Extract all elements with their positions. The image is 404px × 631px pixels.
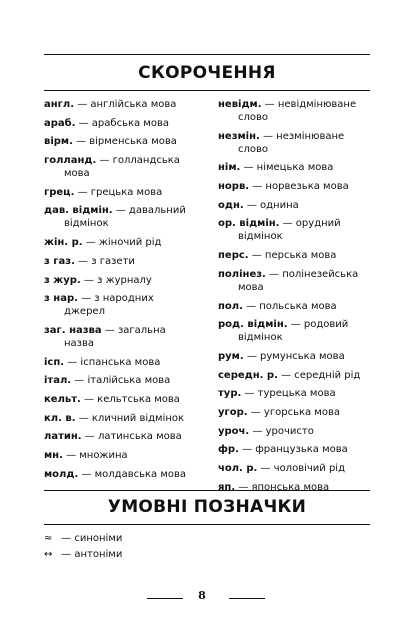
abbreviation-entry bbox=[218, 268, 376, 294]
abbreviation-definition: — орудний bbox=[279, 218, 341, 230]
abbreviation-entry bbox=[44, 117, 204, 130]
abbreviation-entry bbox=[218, 387, 376, 400]
abbreviation-entry bbox=[218, 249, 376, 262]
abbreviation-term: яп. bbox=[218, 481, 236, 493]
abbreviation-definition: — множина bbox=[62, 450, 128, 461]
top-rule-lower bbox=[44, 90, 370, 91]
abbreviation-definition: — з народних bbox=[77, 293, 154, 305]
abbreviation-term: пол. bbox=[218, 300, 243, 312]
abbreviation-definition: — французька мова bbox=[238, 444, 348, 456]
abbreviation-term: род. відмін. bbox=[218, 319, 288, 331]
symbols-list bbox=[44, 532, 244, 564]
abbreviation-term: угор. bbox=[218, 406, 248, 418]
abbreviation-entry bbox=[44, 292, 204, 318]
abbreviation-term: одн. bbox=[218, 199, 244, 211]
abbreviation-definition: — чоловічий рід bbox=[257, 463, 345, 474]
abbreviation-entry bbox=[44, 274, 204, 287]
abbreviation-definition: — урочисто bbox=[249, 425, 314, 437]
abbreviation-definition-continuation: назва bbox=[64, 337, 95, 349]
abbreviation-term: з жур. bbox=[44, 274, 81, 286]
abbreviation-term: норв. bbox=[218, 181, 250, 193]
abbreviation-definition: — з газети bbox=[74, 255, 135, 267]
abbreviation-entry bbox=[218, 443, 376, 456]
abbreviation-term: грец. bbox=[44, 186, 75, 198]
abbreviation-definition: — грецька мова bbox=[74, 186, 163, 198]
symbols-title: УМОВНІ ПОЗНАЧКИ bbox=[107, 497, 307, 517]
abbreviation-definition-continuation: мова bbox=[238, 281, 264, 293]
abbreviation-entry bbox=[218, 130, 376, 156]
abbreviation-definition: — давальний bbox=[112, 205, 186, 217]
abbreviation-entry bbox=[44, 374, 204, 387]
abbreviations-left-column bbox=[44, 98, 204, 486]
abbreviation-definition: — угорська мова bbox=[247, 406, 340, 418]
abbreviation-entry bbox=[44, 324, 204, 350]
abbreviation-entry bbox=[218, 98, 376, 124]
abbreviation-definition: — норвезька мова bbox=[249, 181, 349, 193]
abbreviation-definition: — іспанська мова bbox=[64, 356, 161, 368]
symbols-rule-top bbox=[44, 490, 370, 491]
abbreviation-entry bbox=[218, 406, 376, 419]
symbol-entry bbox=[44, 532, 244, 545]
abbreviation-term: ор. відмін. bbox=[218, 218, 280, 230]
footer-dash-left bbox=[147, 598, 183, 599]
abbreviation-definition-continuation: слово bbox=[238, 112, 269, 123]
abbreviation-entry bbox=[44, 412, 204, 425]
abbreviation-term: тур. bbox=[218, 388, 242, 400]
abbreviation-definition-continuation: джерел bbox=[64, 306, 105, 318]
abbreviation-definition: — однина bbox=[243, 199, 299, 211]
abbreviation-entry bbox=[44, 430, 204, 443]
abbreviation-term: полінез. bbox=[218, 268, 266, 280]
abbreviation-definition: — англійська мова bbox=[74, 99, 177, 110]
abbreviation-entry bbox=[218, 300, 376, 313]
abbreviation-definition: — молдавська мова bbox=[78, 468, 187, 480]
abbreviation-definition: — незмінюване bbox=[259, 130, 345, 142]
abbreviation-entry bbox=[218, 318, 376, 344]
abbreviation-entry bbox=[44, 154, 204, 180]
abbreviation-term: заг. назва bbox=[44, 324, 102, 336]
abbreviation-definition-continuation: відмінок bbox=[64, 218, 109, 230]
abbreviation-definition: — турецька мова bbox=[241, 388, 336, 400]
abbreviation-definition: — полінезейська bbox=[265, 268, 359, 280]
abbreviation-entry bbox=[44, 468, 204, 481]
abbreviation-term: вірм. bbox=[44, 136, 73, 148]
abbreviation-entry bbox=[44, 236, 204, 249]
symbol-definition: — синоніми bbox=[58, 533, 123, 544]
abbreviation-term: невідм. bbox=[218, 99, 262, 110]
abbreviation-term: мн. bbox=[44, 450, 63, 461]
abbreviation-entry bbox=[44, 186, 204, 199]
abbreviation-entry bbox=[218, 462, 376, 475]
abbreviation-term: нім. bbox=[218, 162, 241, 174]
abbreviation-definition-continuation: мова bbox=[64, 168, 90, 180]
abbreviation-term: молд. bbox=[44, 468, 79, 480]
abbreviation-definition-continuation: слово bbox=[238, 143, 269, 155]
abbreviation-definition: — румунська мова bbox=[243, 350, 345, 362]
abbreviation-term: чол. р. bbox=[218, 463, 258, 474]
approx-equal-icon: ≈ bbox=[44, 533, 53, 544]
abbreviation-entry bbox=[218, 180, 376, 193]
abbreviation-definition: — кличний відмінок bbox=[75, 412, 185, 424]
double-arrow-icon: ↔ bbox=[44, 549, 53, 560]
abbreviation-term: рум. bbox=[218, 350, 244, 362]
page-number: 8 bbox=[198, 589, 206, 602]
abbreviation-definition: — німецька мова bbox=[240, 162, 334, 174]
abbreviation-term: кельт. bbox=[44, 393, 81, 405]
abbreviation-entry bbox=[218, 161, 376, 174]
abbreviation-definition: — загальна bbox=[101, 324, 166, 336]
abbreviation-term: італ. bbox=[44, 375, 72, 387]
symbols-rule-bottom bbox=[44, 524, 370, 525]
abbreviation-term: араб. bbox=[44, 117, 76, 129]
abbreviation-definition: — вірменська мова bbox=[72, 136, 177, 148]
abbreviation-term: з нар. bbox=[44, 293, 78, 305]
abbreviation-term: незмін. bbox=[218, 130, 260, 142]
abbreviation-term: фр. bbox=[218, 444, 239, 456]
abbreviation-term: з газ. bbox=[44, 255, 75, 267]
abbreviation-definition: — кельтська мова bbox=[80, 393, 180, 405]
abbreviation-entry bbox=[218, 199, 376, 212]
abbreviation-definition-continuation: відмінок bbox=[238, 231, 283, 243]
abbreviation-term: дав. відмін. bbox=[44, 205, 113, 217]
abbreviation-definition: — італійська мова bbox=[71, 375, 171, 387]
abbreviation-term: перс. bbox=[218, 250, 249, 262]
abbreviation-entry bbox=[44, 393, 204, 406]
abbreviation-term: англ. bbox=[44, 99, 75, 110]
abbreviation-term: ісп. bbox=[44, 356, 65, 368]
abbreviation-definition: — з журналу bbox=[80, 274, 152, 286]
abbreviation-definition: — жіночий рід bbox=[82, 237, 162, 249]
abbreviation-definition: — латинська мова bbox=[81, 431, 182, 443]
abbreviations-title: СКОРОЧЕННЯ bbox=[138, 63, 276, 83]
abbreviation-definition-continuation: відмінок bbox=[238, 332, 283, 344]
abbreviation-entry bbox=[44, 204, 204, 230]
abbreviation-definition: — невідмінюване bbox=[261, 99, 357, 110]
symbol-entry bbox=[44, 548, 244, 561]
abbreviation-entry bbox=[44, 135, 204, 148]
abbreviation-term: кл. в. bbox=[44, 412, 76, 424]
abbreviation-entry bbox=[218, 217, 376, 243]
abbreviation-entry bbox=[218, 425, 376, 438]
abbreviation-definition: — арабська мова bbox=[75, 117, 169, 129]
footer-dash-right bbox=[229, 598, 265, 599]
abbreviations-right-column bbox=[218, 98, 376, 499]
abbreviation-entry bbox=[44, 356, 204, 369]
abbreviation-term: голланд. bbox=[44, 155, 97, 167]
symbol-definition: — антоніми bbox=[58, 549, 123, 560]
abbreviation-definition: — польська мова bbox=[242, 300, 337, 312]
abbreviation-definition: — родовий bbox=[287, 319, 349, 331]
abbreviation-term: уроч. bbox=[218, 425, 250, 437]
abbreviation-definition: — японська мова bbox=[235, 481, 330, 493]
abbreviation-definition: — голландська bbox=[96, 155, 180, 167]
page-footer bbox=[0, 589, 404, 605]
abbreviation-entry bbox=[218, 481, 376, 494]
abbreviation-entry bbox=[44, 255, 204, 268]
abbreviation-term: середн. р. bbox=[218, 369, 278, 381]
top-rule bbox=[44, 54, 370, 55]
abbreviation-entry bbox=[218, 369, 376, 382]
abbreviation-term: латин. bbox=[44, 431, 82, 443]
abbreviation-term: жін. р. bbox=[44, 237, 83, 249]
abbreviation-entry bbox=[218, 350, 376, 363]
abbreviation-entry bbox=[44, 449, 204, 462]
abbreviation-definition: — перська мова bbox=[248, 250, 337, 262]
abbreviation-definition: — середній рід bbox=[277, 369, 361, 381]
abbreviation-entry bbox=[44, 98, 204, 111]
